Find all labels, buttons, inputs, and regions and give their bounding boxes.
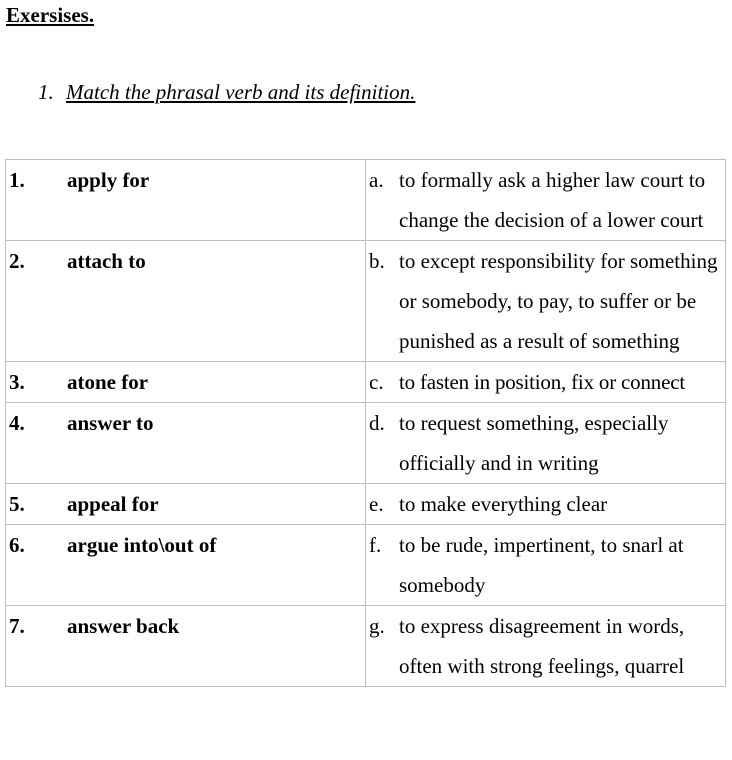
definition-letter: f. (369, 533, 382, 557)
task-instruction (38, 79, 415, 105)
phrasal-verb: answer to (67, 411, 154, 435)
definition-cell (366, 160, 726, 241)
verb-cell (6, 606, 366, 687)
table-row (6, 525, 726, 606)
definition-letter: e. (369, 492, 384, 516)
definition-text: to express disagreement in words, often with strong feelings, quarrel (399, 614, 685, 678)
definition-text: to formally ask a higher law court to change the decision of a lower court (399, 168, 706, 232)
definition-cell (366, 525, 726, 606)
verb-cell (6, 403, 366, 484)
verb-cell (6, 484, 366, 525)
phrasal-verb: apply for (67, 168, 150, 192)
table-row (6, 160, 726, 241)
task-number: 1. (38, 80, 54, 104)
verb-cell (6, 525, 366, 606)
definition-text: to make everything clear (399, 492, 608, 516)
row-number: 7. (9, 614, 25, 638)
phrasal-verb: attach to (67, 249, 146, 273)
verb-cell (6, 362, 366, 403)
table-row (6, 403, 726, 484)
definition-letter: c. (369, 370, 384, 394)
row-number: 1. (9, 168, 25, 192)
definition-text: to except responsibility for something or somebody, to pay, to suffer or be punished as a result of something (399, 249, 718, 353)
table-row (6, 241, 726, 362)
row-number: 6. (9, 533, 25, 557)
definition-text: to fasten in position, fix or connect (399, 370, 685, 394)
definition-text: to request something, especially officially and in writing (399, 411, 669, 475)
definition-cell (366, 484, 726, 525)
exercises-heading: Exersises. (6, 3, 95, 27)
definition-letter: d. (369, 411, 385, 435)
definition-text: to be rude, impertinent, to snarl at somebody (399, 533, 684, 597)
definition-letter: a. (369, 168, 384, 192)
matching-table (5, 159, 726, 687)
table-row (6, 362, 726, 403)
verb-cell (6, 241, 366, 362)
row-number: 4. (9, 411, 25, 435)
definition-letter: b. (369, 249, 385, 273)
verb-cell (6, 160, 366, 241)
table-row (6, 484, 726, 525)
definition-letter: g. (369, 614, 385, 638)
row-number: 5. (9, 492, 25, 516)
phrasal-verb: atone for (67, 370, 149, 394)
row-number: 3. (9, 370, 25, 394)
definition-cell (366, 403, 726, 484)
phrasal-verb: argue into\out of (67, 533, 217, 557)
definition-cell (366, 362, 726, 403)
definition-cell (366, 606, 726, 687)
row-number: 2. (9, 249, 25, 273)
task-text: Match the phrasal verb and its definition. (66, 80, 416, 104)
phrasal-verb: answer back (67, 614, 180, 638)
table-row (6, 606, 726, 687)
definition-cell (366, 241, 726, 362)
phrasal-verb: appeal for (67, 492, 159, 516)
